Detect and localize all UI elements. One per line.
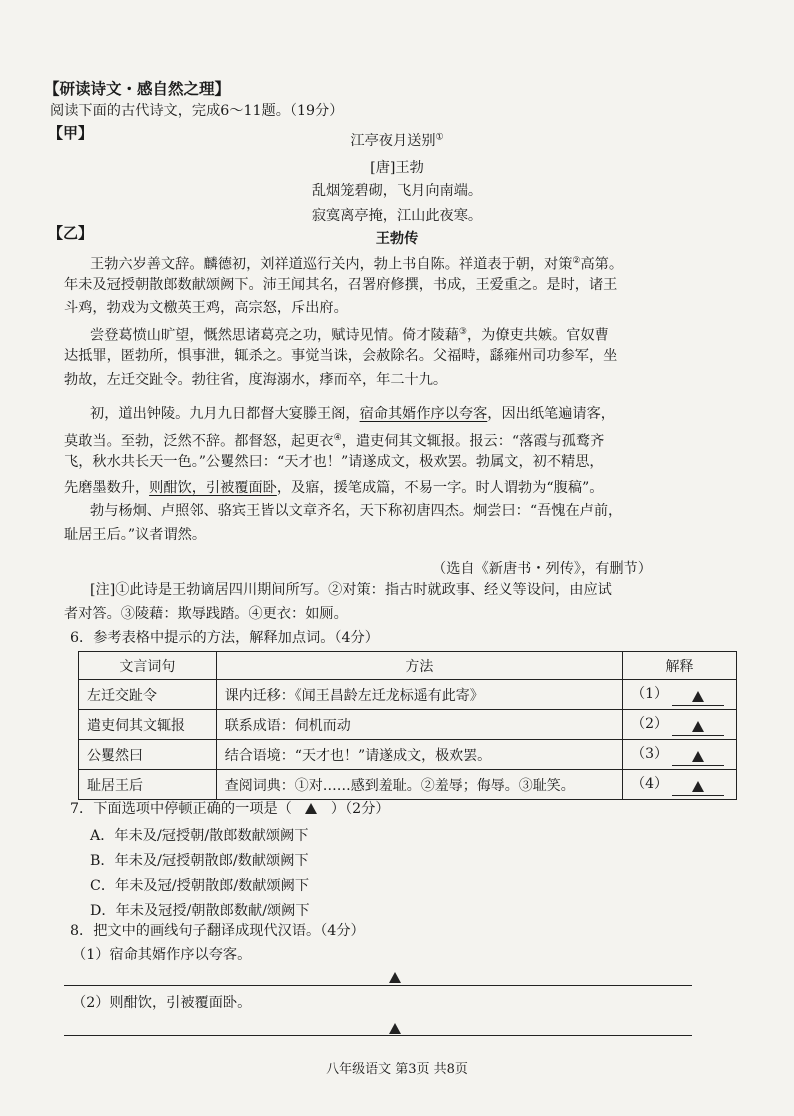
q6-stem: 6．参考表格中提示的方法，解释加点词。（4分） — [70, 630, 379, 646]
jia-label: 【甲】 — [48, 124, 94, 142]
answer-cell[interactable]: （1） — [623, 680, 737, 710]
answer-cell[interactable]: （3） — [623, 740, 737, 770]
triangle-icon — [692, 781, 704, 792]
prose-line: 王勃六岁善文辞。麟德初，刘祥道巡行关内，勃上书自陈。祥道表于朝，对策②高第。 — [90, 256, 624, 273]
answer-line[interactable] — [64, 1035, 692, 1036]
notes-line: 者对答。③陵藉：欺辱践踏。④更衣：如厕。 — [64, 606, 348, 622]
prose-line: 达抵罪，匿勃所，惧事泄，辄杀之。事觉当诛，会赦除名。父福畤，繇雍州司功参军，坐 — [64, 348, 618, 364]
answer-line[interactable] — [64, 985, 692, 986]
notes-line: [注]①此诗是王勃谪居四川期间所写。②对策：指古时就政事、经义等设问，由应试 — [90, 582, 612, 598]
table-header: 文言词句 — [79, 652, 217, 680]
table-row — [79, 680, 737, 710]
q8-item-2: （2）则酣饮，引被覆面卧。 — [72, 995, 252, 1011]
prose-line: 勃与杨炯、卢照邻、骆宾王皆以文章齐名，天下称初唐四杰。炯尝曰：“吾愧在卢前， — [90, 503, 623, 519]
q7-option-a[interactable]: A．年未及/冠授朝/散郎数献颂阙下 — [90, 828, 309, 844]
q7-option-c[interactable]: C．年未及冠/授朝散郎/数献颂阙下 — [90, 878, 310, 894]
q8-item-1: （1）宿命其婿作序以夸客。 — [72, 947, 252, 963]
answer-area[interactable] — [389, 970, 401, 986]
answer-cell[interactable]: （4） — [623, 770, 737, 800]
method-cell: 联系成语：伺机而动 — [216, 710, 622, 740]
method-cell: 查阅词典：①对……感到羞耻。②羞辱；侮辱。③耻笑。 — [216, 770, 622, 800]
triangle-icon — [692, 751, 704, 762]
prose-line: 莫敢当。至勃，泛然不辞。都督怒，起更衣④，遣吏伺其文辄报。报云：“落霞与孤鹜齐 — [64, 433, 605, 450]
prose-line: 尝登葛愤山旷望，慨然思诸葛亮之功，赋诗见情。倚才陵藉③，为僚吏共嫉。官奴曹 — [90, 327, 609, 344]
prose-title: 王勃传 — [375, 231, 419, 247]
source-citation: （选自《新唐书・列传》，有删节） — [432, 561, 652, 577]
prose-line: 年未及冠授朝散郎数献颂阙下。沛王闻其名，召署府修撰，书成，王爱重之。是时，诸王 — [64, 277, 618, 293]
poem-title: 江亭夜月送别① — [350, 132, 444, 149]
table-row — [79, 740, 737, 770]
section-header: 【研读诗文・感自然之理】 — [44, 79, 231, 98]
phrase-cell: 遣吏伺其文辄报 — [79, 710, 217, 740]
table-header-row — [79, 652, 737, 680]
poem-author: [唐]王勃 — [370, 160, 424, 176]
table-header: 解释 — [623, 652, 737, 680]
triangle-icon — [389, 972, 401, 983]
prose-line: 初，道出钟陵。九月九日都督大宴滕王阁，宿命其婿作序以夸客，因出纸笔遍请客， — [90, 406, 615, 422]
phrase-cell: 公矍然曰 — [79, 740, 217, 770]
page-footer: 八年级语文 第3页 共8页 — [326, 1062, 468, 1077]
triangle-icon — [692, 721, 704, 732]
yi-label: 【乙】 — [48, 224, 94, 242]
method-cell: 课内迁移：《闻王昌龄左迁龙标遥有此寄》 — [216, 680, 622, 710]
underlined-sentence-2: 则酣饮，引被覆面卧 — [149, 480, 277, 496]
prose-line: 先磨墨数升，则酣饮，引被覆面卧，及寤，援笔成篇，不易一字。时人谓勃为“腹稿”。 — [64, 480, 604, 496]
prose-line: 飞，秋水共长天一色。”公矍然曰：“天才也！”请遂成文，极欢罢。勃属文，初不精思， — [64, 454, 604, 470]
instruction: 阅读下面的古代诗文，完成6～11题。（19分） — [50, 103, 344, 119]
prose-line: 勃故，左迁交趾令。勃往省，度海溺水，痵而卒，年二十九。 — [64, 372, 448, 388]
triangle-icon[interactable] — [305, 803, 317, 814]
method-cell: 结合语境：“天才也！”请遂成文，极欢罢。 — [216, 740, 622, 770]
q7-option-d[interactable]: D．年未及冠授/朝散郎数献/颂阙下 — [90, 903, 310, 919]
q7-stem: 7．下面选项中停顿正确的一项是（ ）（2分） — [70, 801, 390, 817]
prose-line: 耻居王后。”议者谓然。 — [64, 527, 207, 543]
poem-line: 乱烟笼碧砌，飞月向南端。 — [311, 183, 483, 199]
triangle-icon — [389, 1023, 401, 1034]
table-row — [79, 710, 737, 740]
answer-cell[interactable]: （2） — [623, 710, 737, 740]
phrase-cell: 耻居王后 — [79, 770, 217, 800]
q6-table — [78, 651, 737, 800]
q7-option-b[interactable]: B．年未及/冠授朝散郎/数献颂阙下 — [90, 853, 309, 869]
triangle-icon — [692, 691, 704, 702]
prose-line: 斗鸡，勃戏为文檄英王鸡，高宗怒，斥出府。 — [64, 300, 348, 316]
table-row — [79, 770, 737, 800]
underlined-sentence-1: 宿命其婿作序以夸客 — [359, 406, 488, 422]
table-header: 方法 — [216, 652, 622, 680]
phrase-cell: 左迁交趾令 — [79, 680, 217, 710]
q8-stem: 8．把文中的画线句子翻译成现代汉语。（4分） — [70, 923, 365, 939]
poem-line: 寂寞离亭掩，江山此夜寒。 — [311, 208, 483, 224]
